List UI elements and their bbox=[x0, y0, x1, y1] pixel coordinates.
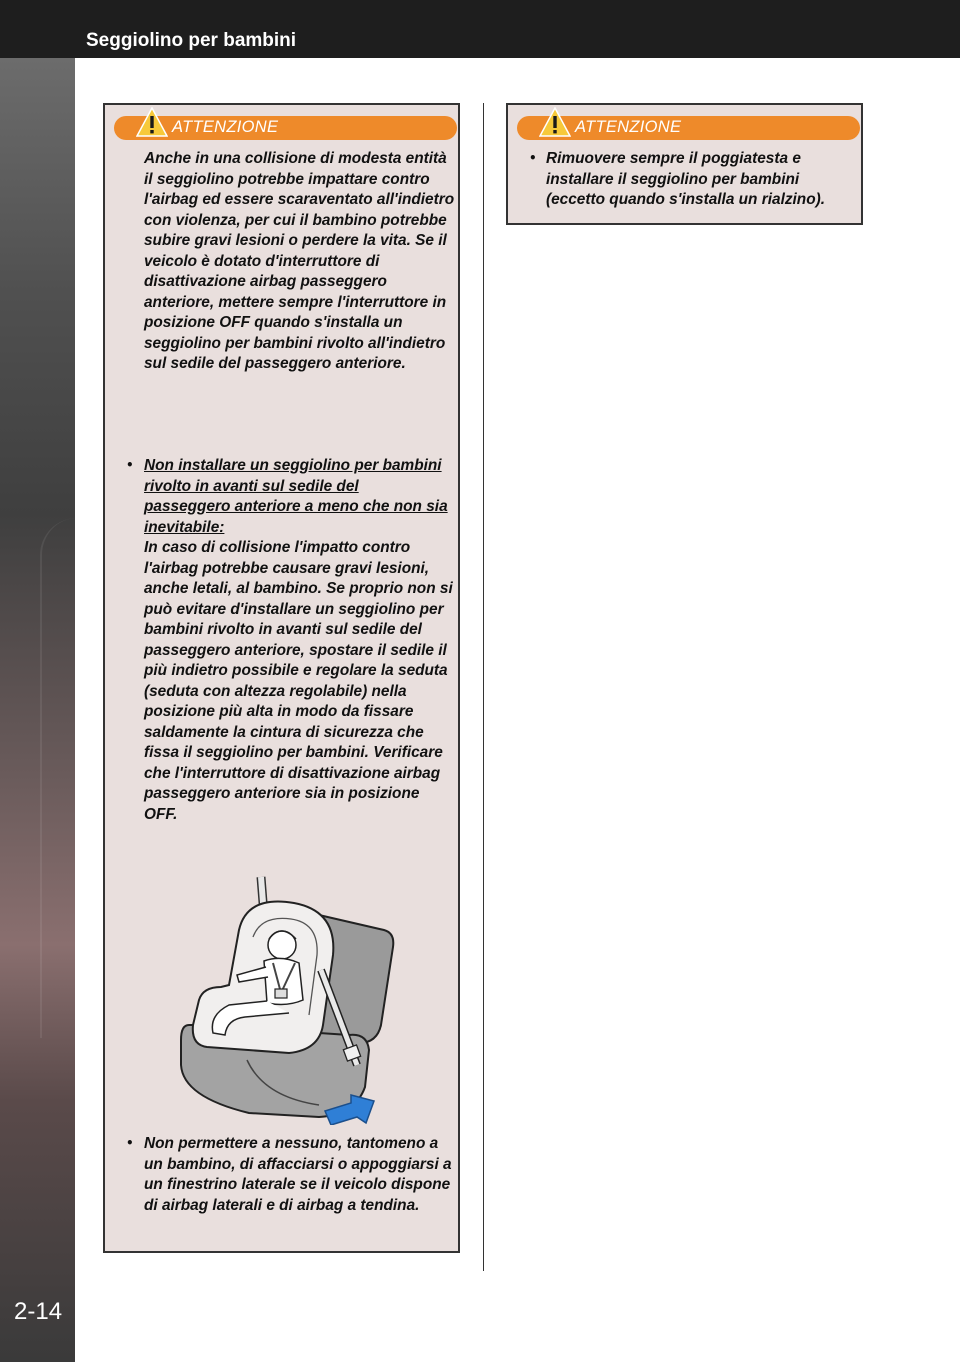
seat-decoration bbox=[40, 518, 77, 1038]
header-bar bbox=[0, 0, 960, 58]
side-strip bbox=[0, 58, 75, 1362]
bullet2-text: Non permettere a nessuno, tantomeno a un bambino, di affacciarsi o appoggiarsi a un finestrino laterale se il veicolo dispone di airbag laterali e di airbag a tendina. bbox=[144, 1135, 452, 1214]
warning-triangle-icon bbox=[539, 107, 571, 137]
warning-intro-text: Anche in una collisione di modesta entità il seggiolino potrebbe impattare contro l'airbag ed essere scaraventato all'indietro con violenza, per cui il bambino potrebbe subire gravi lesioni o perdere la vita. Se il veicolo è dotato d'interruttore di disattivazione airbag passeggero anteriore, mettere sempre l'interruttore in posizione OFF quando s'installa un seggiolino per bambini rivolto all'indietro sul sedile del passeggero anteriore. bbox=[144, 150, 455, 372]
child-seat-illustration bbox=[169, 875, 409, 1125]
bullet1-body: In caso di collisione l'impatto contro l'airbag potrebbe causare gravi lesioni, anche letali, al bambino. Se proprio non si può evitare d'installare un seggiolino per bambini rivolto in avanti sul sedile del passeggero anteriore, spostare il sedile il più indietro possibile e regolare la seduta (seduta con altezza regolabile) nella posizione più alta in modo da fissare saldamente la cintura di sicurezza che fissa il seggiolino per bambini. Verificare che l'interruttore di disattivazione airbag passeggero anteriore sia in posizione OFF. bbox=[144, 539, 453, 823]
bullet-marker: • bbox=[126, 1136, 134, 1150]
warning-banner bbox=[114, 116, 457, 140]
bullet1-heading: Non installare un seggiolino per bambini rivolto in avanti sul sedile del passeggero anteriore a meno che non sia inevitabile: bbox=[144, 457, 448, 536]
right-bullet1-text: Rimuovere sempre il poggiatesta e installare il seggiolino per bambini (eccetto quando s'installa un rialzino). bbox=[546, 150, 826, 208]
warning-banner bbox=[517, 116, 860, 140]
warning-box-left bbox=[103, 103, 460, 1253]
warning-heading: ATTENZIONE bbox=[172, 118, 279, 136]
bullet-marker: • bbox=[126, 458, 134, 472]
page-number: 2-14 bbox=[14, 1298, 63, 1325]
page-title: Seggiolino per bambini bbox=[86, 30, 297, 51]
bullet-marker: • bbox=[529, 151, 537, 165]
column-divider bbox=[483, 103, 484, 1271]
warning-triangle-icon bbox=[136, 107, 168, 137]
warning-heading: ATTENZIONE bbox=[575, 118, 682, 136]
warning-box-right bbox=[506, 103, 863, 225]
